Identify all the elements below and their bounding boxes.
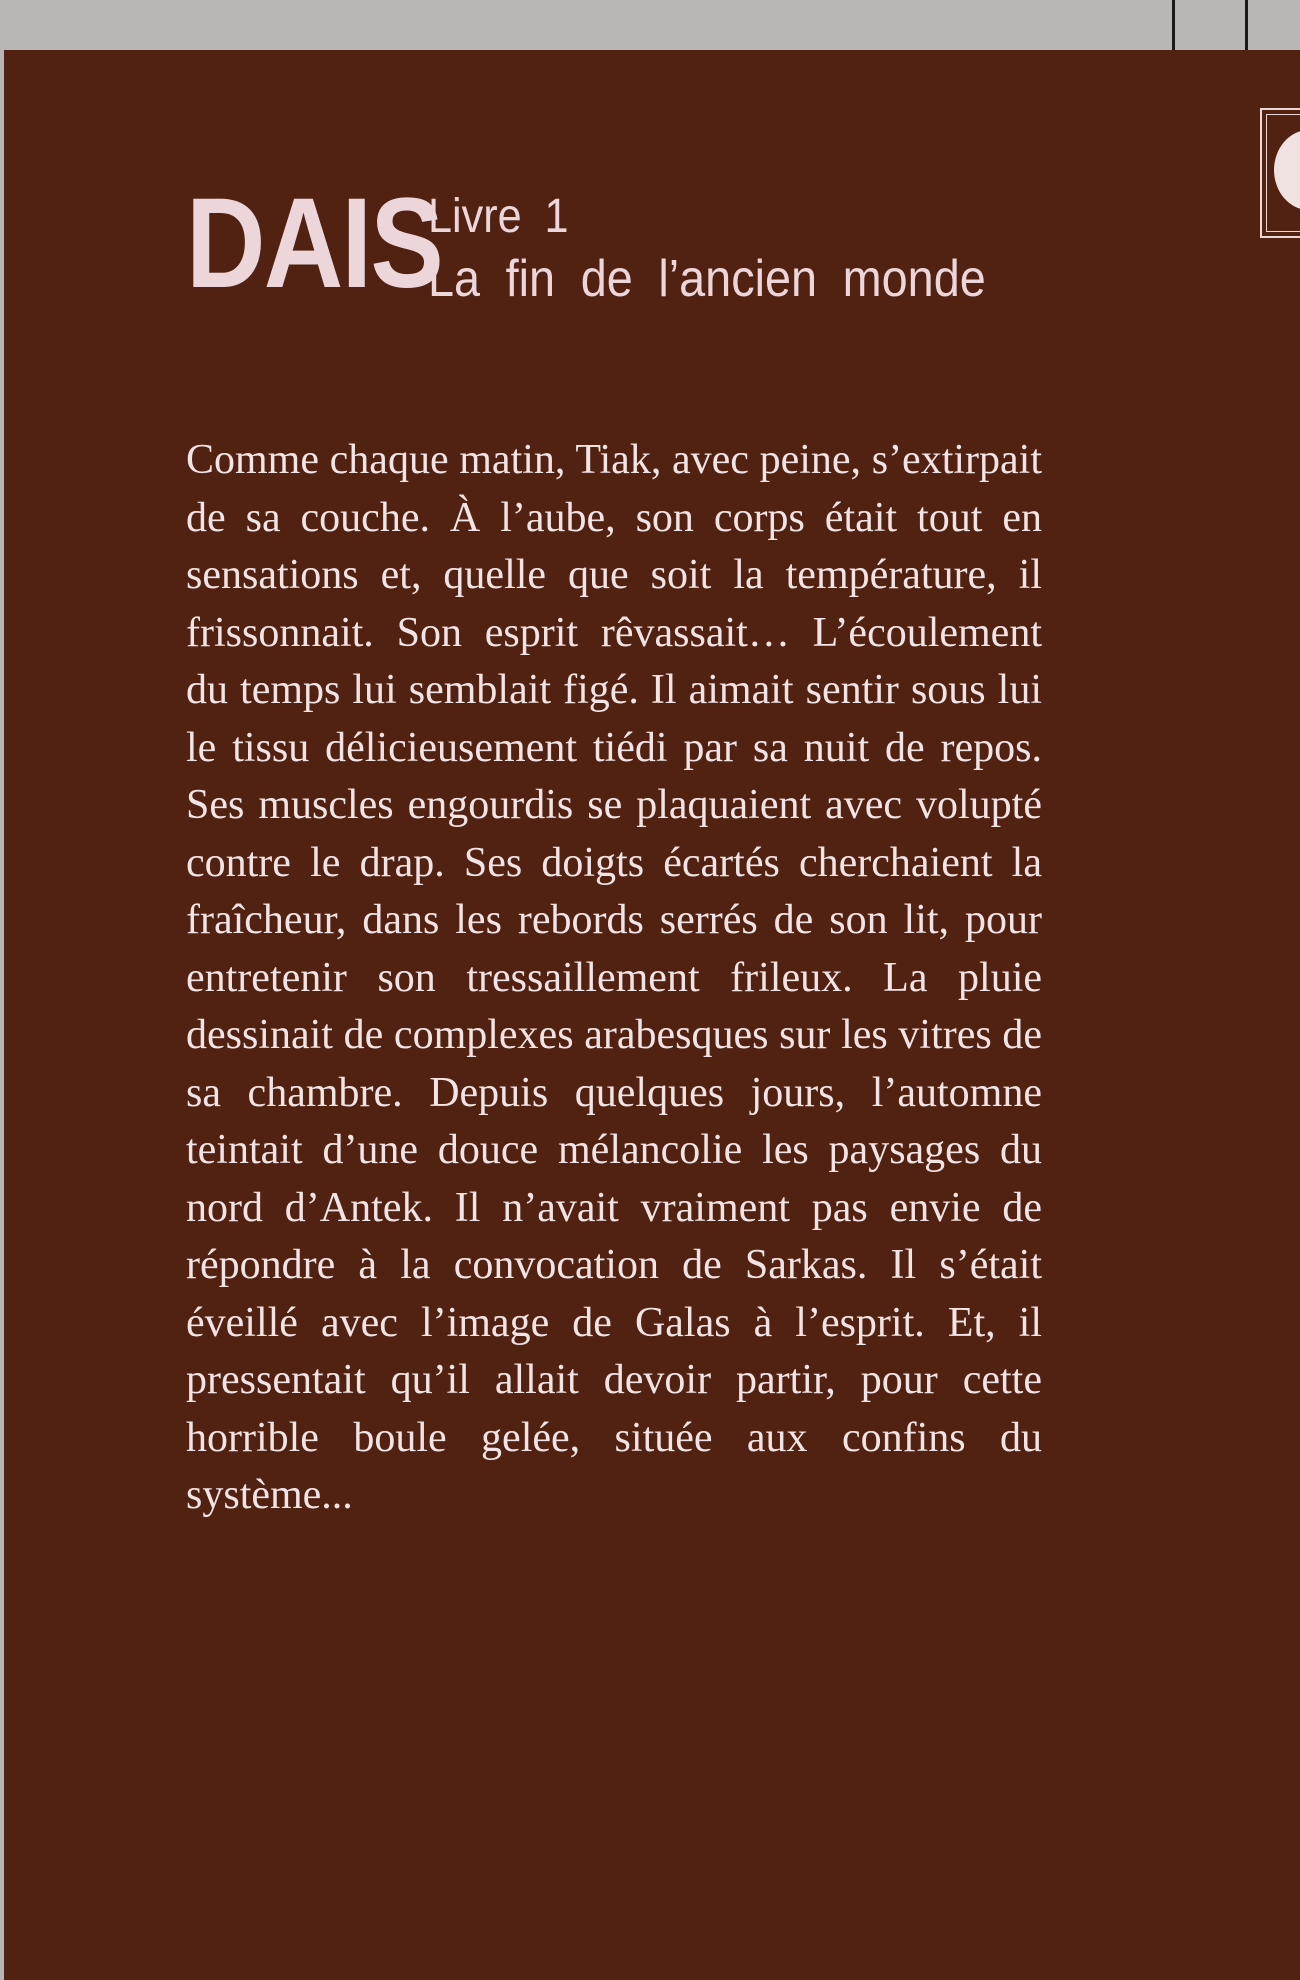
corner-ornament <box>1260 108 1300 238</box>
subtitle-group <box>428 186 986 310</box>
title-block <box>186 172 1048 315</box>
frame-divider <box>1172 0 1175 52</box>
book-title: DAIS <box>186 172 443 315</box>
book-number: Livre 1 <box>428 190 569 243</box>
frame-divider <box>1245 0 1248 52</box>
back-cover-blurb: Comme chaque matin, Tiak, avec peine, s’extirpait de sa couche. À l’aube, son corps était tout en sensations et, quelle que soit la température, il frissonnait. Son esprit rêvassait… L’écoulement du temps lui semblait figé. Il aimait sentir sous lui le tissu délicieusement tiédi par sa nuit de repos. Ses muscles engourdis se plaquaient avec volupté contre le drap. Ses doigts écartés cherchaient la fraîcheur, dans les rebords serrés de son lit, pour entretenir son tressaillement frileux. La pluie dessinait de complexes arabesques sur les vitres de sa chambre. Depuis quelques jours, l’automne teintait d’une douce mélancolie les paysages du nord d’Antek. Il n’avait vraiment pas envie de répondre à la convocation de Sarkas. Il s’était éveillé avec l’image de Galas à l’esprit. Et, il pressentait qu’il allait devoir partir, pour cette horrible boule gelée, située aux confins du système... <box>186 437 1042 1518</box>
top-frame-bar <box>0 0 1300 50</box>
book-subtitle: La fin de l’ancien monde <box>428 250 986 308</box>
